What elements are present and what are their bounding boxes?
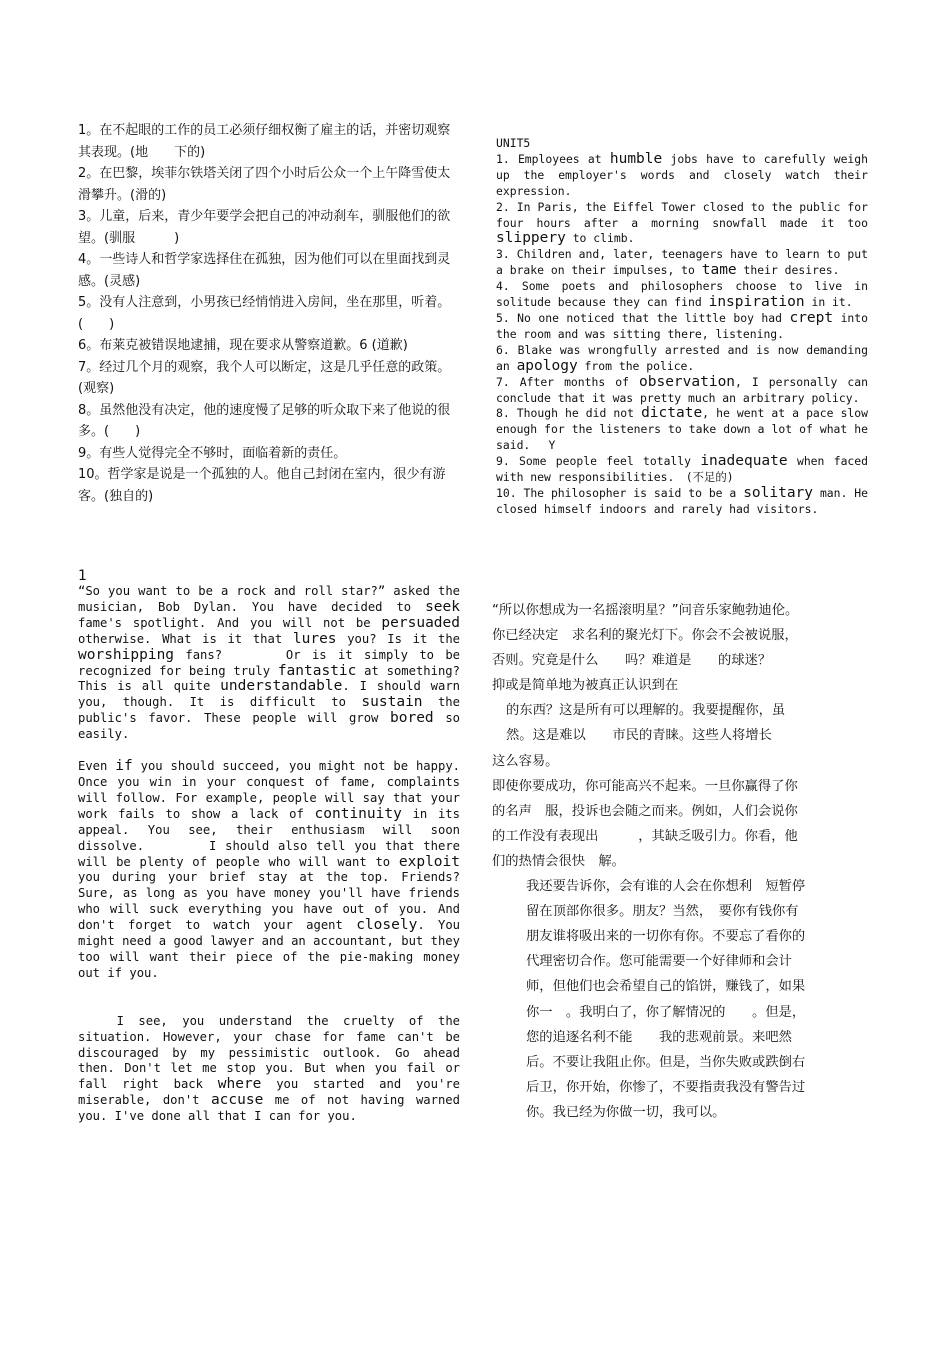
vocab-word: fantastic bbox=[277, 662, 357, 679]
english-exercise-list bbox=[496, 136, 868, 518]
en-exercise-item bbox=[496, 311, 868, 343]
passage-text: you? Is it the bbox=[336, 631, 460, 646]
cn-exercise-item: 1。在不起眼的工作的员工必须仔细权衡了雇主的话，并密切观察其表现。(地 下的) bbox=[78, 123, 451, 160]
passage-text: me of not having warned you. I've done all that I can for you. bbox=[78, 1093, 460, 1124]
en-exercise-text: , he went at a pace slow enough for the listeners to take down a lot of what he said. Y bbox=[496, 406, 869, 453]
vocab-word: accuse bbox=[210, 1092, 264, 1109]
translation-paragraph-3: 这么容易。 bbox=[492, 753, 559, 769]
en-exercise-item bbox=[496, 343, 868, 375]
english-exercise-items bbox=[496, 152, 868, 518]
vocab-word: if bbox=[115, 758, 133, 775]
passage-text: you should succeed, you might not be happy. Once you win in your conquest of fame, complaints will follow. For example, people will say that your work fails to show a lack of bbox=[78, 759, 460, 821]
vocab-word: seek bbox=[425, 598, 460, 615]
en-exercise-text: 6. Blake was wrongfully arrested and is now demanding an bbox=[496, 342, 868, 373]
cn-exercise-item: 6。布莱克被错误地逮捕，现在要求从警察道歉。6 (道歉) bbox=[78, 338, 408, 353]
cn-exercise-item: 10。哲学家是说是一个孤独的人。他自己封闭在室内，很少有游客。(独自的) bbox=[78, 467, 446, 504]
cn-exercise-item: 3。儿童，后来，青少年要学会把自己的冲动刹车，驯服他们的欲望。(驯服 ) bbox=[78, 209, 451, 246]
en-exercise-text: 9. Some people feel totally bbox=[496, 454, 701, 469]
en-exercise-text: 7. After months of bbox=[496, 374, 639, 389]
passage-text: “So you want to be a rock and roll star?” asked the musician, Bob Dylan. You have decided to bbox=[78, 584, 460, 614]
en-exercise-text: jobs have to carefully weigh up the employer's words and closely watch their expression. bbox=[496, 151, 868, 198]
en-exercise-text: 5. No one noticed that the little boy had bbox=[496, 310, 790, 325]
vocab-word: where bbox=[217, 1076, 262, 1093]
cn-exercise-item: 8。虽然他没有决定，他的速度慢了足够的听众取下来了他说的很多。( ) bbox=[78, 402, 451, 439]
passage-paragraph-2 bbox=[78, 759, 460, 982]
en-exercise-text: , I personally can conclude that it was pretty much an arbitrary policy. bbox=[496, 374, 868, 405]
en-exercise-text: 4. Some poets and philosophers choose to live in solitude because they can find bbox=[496, 279, 868, 310]
vocab-word: understandable bbox=[220, 678, 343, 695]
vocab-word: exploit bbox=[398, 853, 460, 870]
answer-word: apology bbox=[516, 357, 578, 374]
en-exercise-text: 1. Employees at bbox=[496, 151, 610, 166]
en-exercise-item bbox=[496, 375, 868, 407]
cn-exercise-item: 7。经过几个月的观察，我个人可以断定，这是几乎任意的政策。(观察) bbox=[78, 359, 451, 396]
passage-text: so easily. bbox=[78, 711, 460, 742]
en-exercise-text: when faced with new responsibilities. (不足的) bbox=[496, 454, 868, 485]
answer-word: inadequate bbox=[700, 453, 788, 470]
cn-exercise-item: 9。有些人觉得完全不够时，面临着新的责任。 bbox=[78, 445, 347, 461]
en-exercise-item bbox=[496, 454, 868, 486]
en-exercise-item bbox=[496, 152, 868, 200]
passage-text: fans? Or is it simply to be recognized for being truly bbox=[78, 647, 460, 678]
en-exercise-text: in it. bbox=[804, 295, 853, 310]
en-exercise-text: to climb. bbox=[565, 231, 635, 246]
passage-text: Even bbox=[78, 759, 116, 774]
cn-exercise-item: 5。没有人注意到，小男孩已经悄悄进入房间，坐在那里，听着。( ) bbox=[78, 295, 451, 332]
cn-exercise-item: 4。一些诗人和哲学家选择住在孤独，因为他们可以在里面找到灵感。(灵感) bbox=[78, 252, 451, 289]
vocab-word: sustain bbox=[361, 694, 423, 711]
en-exercise-text: from the police. bbox=[577, 358, 695, 373]
answer-word: inspiration bbox=[708, 294, 805, 311]
passage-text: you during your brief stay at the top. Friends? Sure, as long as you have money you'll have friends who will suck everything you have out of you. And don't forget to watch your agent bbox=[78, 870, 460, 933]
passage-text: otherwise. What is it that bbox=[78, 631, 293, 646]
answer-word: dictate bbox=[641, 405, 703, 422]
vocab-word: persuaded bbox=[381, 614, 460, 631]
en-exercise-text: 3. Children and, later, teenagers have to learn to put a brake on their impulses, to bbox=[496, 247, 868, 278]
translation-paragraph-4: 即使你要成功，你可能高兴不起来。一旦你赢得了你的名声 服，投诉也会随之而来。例如，人们会说你的工作没有表现出 ，其缺乏吸引力。你看，他们的热情会很快 解。 bbox=[492, 778, 798, 869]
vocab-word: closely bbox=[356, 917, 418, 934]
en-exercise-item bbox=[496, 247, 868, 279]
vocab-word: worshipping bbox=[78, 646, 175, 663]
passage-text: in its appeal. You see, their enthusiasm will soon dissolve. I should also tell you that there will be plenty of people who will want to bbox=[78, 806, 460, 869]
en-exercise-text: 8. Though he did not bbox=[496, 406, 642, 421]
answer-word: crept bbox=[789, 309, 834, 326]
en-exercise-text: 10. The philosopher is said to be a bbox=[496, 485, 744, 500]
answer-word: slippery bbox=[496, 230, 566, 247]
en-exercise-text: 2. In Paris, the Eiffel Tower closed to the public for four hours after a morning snowfall made it too bbox=[496, 199, 868, 230]
en-exercise-item bbox=[496, 406, 868, 454]
en-exercise-text: man. He closed himself indoors and rarely had visitors. bbox=[496, 485, 868, 516]
chinese-translation bbox=[492, 598, 810, 1125]
en-exercise-text: their desires. bbox=[736, 263, 840, 278]
translation-paragraph-5: 我还要告诉你，会有谁的人会在你想利 短暂停留在顶部你很多。朋友？当然， 要你有钱你有朋友谁将吸出来的一切你有你。不要忘了看你的代理密切合作。您可能需要一个好律师和会计师，但他们也会希望自己的馅饼，赚钱了，如果你一 。我明白了，你了解情况的 。但是，您的追逐名利不能 我的悲观前景。来吧然后。不要让我阻止你。但是，当你失败或跌倒右后卫，你开始，你惨了，不要指责我没有警告过你。我已经为你做一切，我可以。 bbox=[526, 879, 806, 1120]
vocab-word: lures bbox=[292, 630, 337, 647]
answer-word: solitary bbox=[743, 484, 814, 501]
passage-text: the public's favor. These people will grow bbox=[78, 695, 460, 726]
en-exercise-item bbox=[496, 200, 868, 248]
chinese-exercise-list bbox=[78, 120, 463, 507]
english-passage bbox=[78, 568, 460, 1125]
translation-paragraph-1: “所以你想成为一名摇滚明星？”问音乐家鲍勃迪伦。你已经决定 求名利的聚光灯下。你会不会被说服，否则。究竟是什么 吗？难道是 的球迷？ 抑或是简单地为被真正认识到在 bbox=[492, 603, 812, 694]
answer-word: humble bbox=[609, 150, 663, 167]
passage-text: fame's spotlight. And you will not be bbox=[78, 615, 382, 630]
passage-text: I see, you understand the cruelty of the situation. However, your chase for fame can't be discouraged by my pessimistic outlook. Go ahead then. Don't let me stop you. But when you fail or fall right back bbox=[78, 1013, 460, 1092]
translation-paragraph-2: 的东西？这是所有可以理解的。我要提醒你，虽然。这是难以 市民的青睐。这些人将增长 bbox=[506, 703, 786, 744]
passage-text: at something? This is all quite bbox=[78, 663, 460, 694]
en-exercise-item bbox=[496, 486, 868, 518]
en-exercise-text: into the room and was sitting there, listening. bbox=[496, 310, 868, 341]
passage-text: . You might need a good lawyer and an accountant, but they too will want their piece of the pie-making money out if you. bbox=[78, 918, 461, 980]
passage-text: you started and you're miserable, don't bbox=[78, 1077, 460, 1108]
answer-word: tame bbox=[701, 262, 737, 279]
passage-number: 1 bbox=[78, 568, 87, 584]
unit-title: UNIT5 bbox=[496, 136, 531, 150]
answer-word: observation bbox=[639, 373, 736, 390]
vocab-word: continuity bbox=[314, 805, 402, 822]
passage-paragraph-3 bbox=[78, 1014, 460, 1125]
passage-paragraph-1 bbox=[78, 584, 460, 743]
cn-exercise-item: 2。在巴黎，埃菲尔铁塔关闭了四个小时后公众一个上午降雪使太滑攀升。(滑的) bbox=[78, 166, 451, 203]
passage-text: . I should warn you, though. It is difficult to bbox=[78, 679, 460, 710]
vocab-word: bored bbox=[390, 710, 434, 727]
en-exercise-item bbox=[496, 279, 868, 311]
